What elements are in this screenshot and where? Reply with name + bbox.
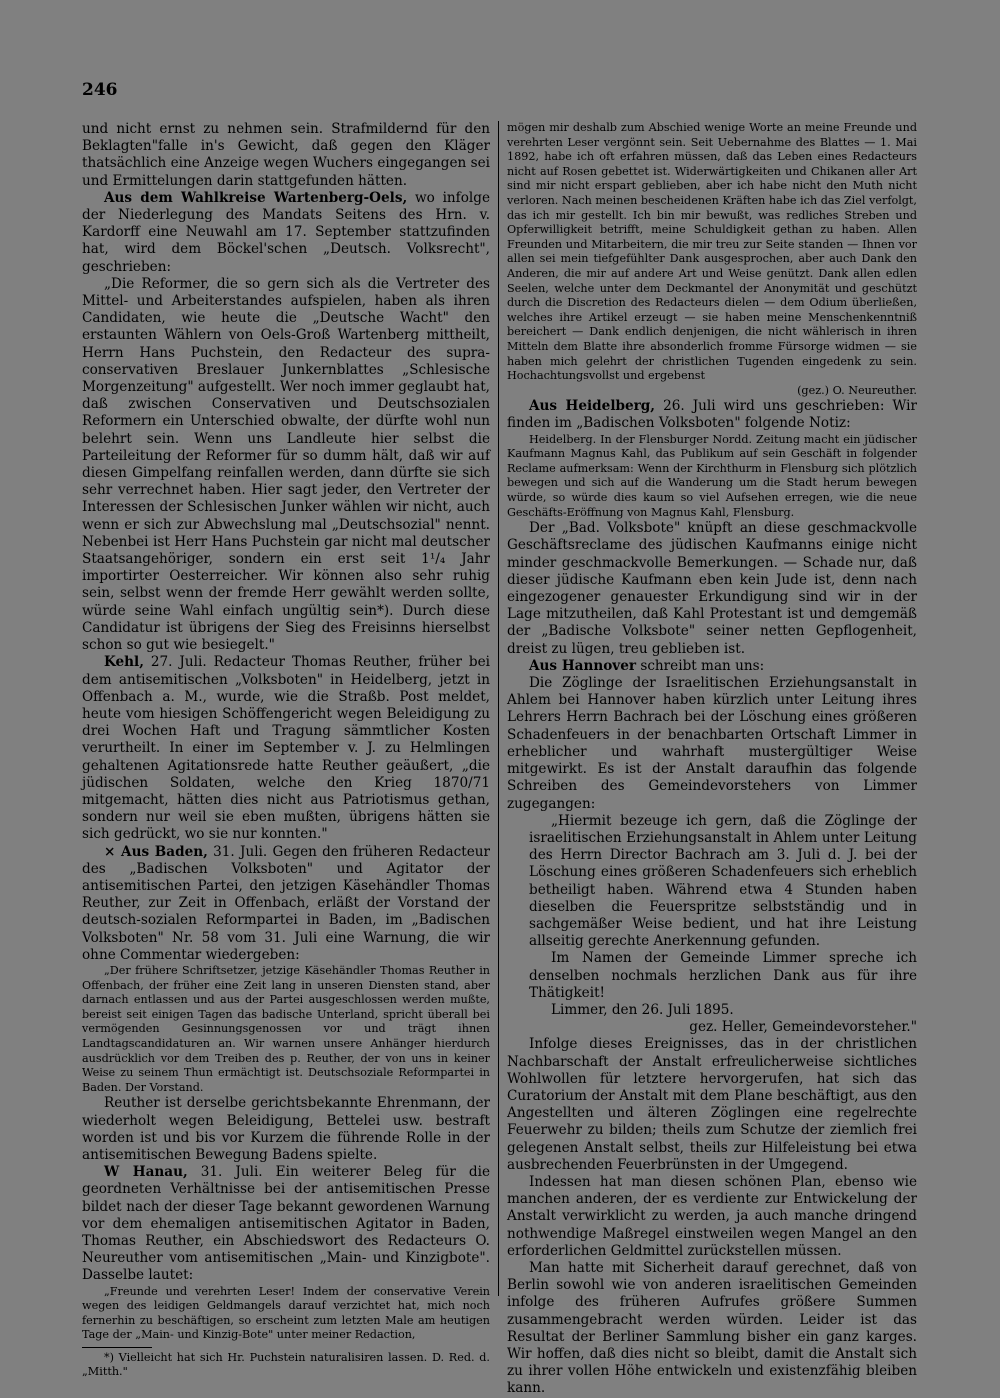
article-wartenberg	[82, 190, 490, 276]
quotation-small: „Der frühere Schriftsetzer, jetzige Käsehändler Thomas Reuther in Offenbach, der früher eine Zeit lang in unseren Diensten stand, aber darnach entlassen und aus der Partei ausgeschlossen werden mußte, bereist seit einigen Tagen das badische Unterland, spricht überall bei vermögenden Gesinnungsgenossen vor und trägt ihnen Landtagscandidaturen an. Wir warnen unsere Anhänger hierdurch ausdrücklich vor dem Treiben des p. Reuther, der von uns in keiner Weise zu seinem Thun ermächtigt ist. Deutschsoziale Reformpartei in Baden. Der Vorstand.	[82, 963, 490, 1094]
quotation: „Die Reformer, die so gern sich als die Vertreter des Mittel- und Arbeiterstandes aufspielen, haben als ihren Candidaten, wie heute die „Deutsche Wacht" den erstaunten Wählern von Oels-Groß Wartenberg mittheilt, Herrn Hans Puchstein, den Redacteur des supra-conservativen Breslauer Junkernblattes „Schlesische Morgenzeitung" aufgestellt. Wer noch immer geglaubt hat, daß zwischen Conservativen und Deutschsozialen Reformern ein Unterschied obwalte, der dürfte wohl nun belehrt sein. Wenn uns Landleute hier selbst die Parteileitung der Reformer für so dumm hält, daß wir auf diesen Gimpelfang reinfallen werden, dann dürfte sie sich sehr verrechnet haben. Hier sagt jeder, den Vertreter der Interessen der Schlesischen Junker wählen wir nicht, auch wenn er sich zur Abwechslung mal „Deutschsozial" nennt. Nebenbei ist Herr Hans Puchstein gar nicht mal deutscher Staatsangehöriger, sondern ein erst seit 1¹/₄ Jahr importirter Oesterreicher. Wir können also sehr ruhig sein, selbst wenn der fremde Herr gewählt werden sollte, würde seine Wahl einfach ungültig sein*). Durch diese Candidatur ist übrigens der Sieg des Freisinns hierselbst schon so gut wie besiegelt."	[82, 275, 490, 654]
article-heidelberg	[507, 398, 917, 432]
article-kehl	[82, 654, 490, 843]
paragraph: Man hatte mit Sicherheit darauf gerechnet, daß von Berlin sowohl wie von anderen israelitischen Gemeinden infolge des früheren Aufrufes größere Summen zusammengebracht werden würden. Leider ist das Resultat der Berliner Sammlung bisher ein ganz karges. Wir hoffen, daß dies nicht so bleibt, damit die Anstalt sich zu ihrer vollen Höhe entwickeln und existenzfähig bleiben kann.	[507, 1259, 917, 1397]
paragraph: Die Zöglinge der Israelitischen Erziehungsanstalt in Ahlem bei Hannover haben kürzlich unter Leitung ihres Lehrers Herrn Bachrach bei der Löschung eines größeren Schadenfeuers in der benachbarten Ortschaft Limmer in erheblicher und wahrhaft mustergültiger Weise mitgewirkt. Es ist der Anstalt daraufhin das folgende Schreiben des Gemeindevorstehers von Limmer zugegangen:	[507, 675, 917, 812]
paragraph: Der „Bad. Volksbote" knüpft an diese geschmackvolle Geschäftsreclame des jüdischen Kaufmanns einige nicht minder geschmackvolle Bemerkungen. — Schade nur, daß dieser jüdische Kaufmann eben kein Jude ist, denn nach eingezogener genauester Erkundigung sind wir in der Lage mitzutheilen, daß Kahl Protestant ist und demgemäß der „Badische Volksbote" seiner netten Gepflogenheit, dreist zu lügen, treu geblieben ist.	[507, 520, 917, 657]
article-text: 26. Juli wird uns geschrieben: Wir finden im „Badischen Volksboten" folgende Notiz:	[507, 398, 917, 432]
article-baden	[82, 844, 490, 964]
article-heading: Aus Heidelberg,	[529, 398, 656, 415]
article-text: 27. Juli. Redacteur Thomas Reuther, früher bei dem antisemitischen „Volksboten" in Heidelberg, jetzt in Offenbach a. M., wurde, wie die Straßb. Post meldet, heute vom hiesigen Schöffengericht wegen Beleidigung zu drei Wochen Haft und Tragung sämmtlicher Kosten verurtheilt. In einer im September v. J. zu Helmlingen gehaltenen Agitationsrede hatte Reuther geäußert, „die jüdischen Soldaten, welche den Krieg 1870/71 mitgemacht, hätten dies nicht aus Patriotismus gethan, sondern nur weil sie eben mußten, übrigens hätten sie sich gedrückt, wo sie nur konnten."	[82, 654, 490, 843]
article-hannover	[507, 658, 917, 675]
paragraph: Infolge dieses Ereignisses, das in der christlichen Nachbarschaft der Anstalt erfreulicherweise sichtliches Wohlwollen für letztere hervorgerufen, hat sich das Curatorium der Anstalt mit dem Plane beschäftigt, aus den Angestellten und älteren Zöglingen eine regelrechte Feuerwehr zu bilden; theils zum Schutze der ziemlich frei gelegenen Anstalt selbst, theils zur Hilfeleistung bei etwa ausbrechenden Feuerbrünsten in der Umgegend.	[507, 1036, 917, 1173]
quotation-small: mögen mir deshalb zum Abschied wenige Worte an meine Freunde und verehrten Leser vergönnt sein. Seit Uebernahme des Blattes — 1. Mai 1892, habe ich oft erfahren müssen, daß das Leben eines Redacteurs nicht auf Rosen gebettet ist. Widerwärtigkeiten und Chikanen aller Art sind mir nicht erspart geblieben, aber ich habe nicht den Muth nicht verloren. Nach meinen bescheidenen Kräften habe ich das Ziel verfolgt, das ich mir gestellt. Ich bin mir bewußt, was redliches Streben und Opferwilligkeit betrifft, meine Schuldigkeit gethan zu haben. Allen Freunden und Mitarbeitern, die mir treu zur Seite standen — Ihnen vor allen sei mein tiefgefühlter Dank ausgesprochen, aber auch Dank den Anderen, die mir auf andere Art und Weise genützt. Dank allen edlen Seelen, welche unter dem Deckmantel der Anonymität und geschützt durch die Discretion des Redacteurs dielen — dem Odium überließen, welches ihre Artikel erzeugt — sie haben meine Menschenkenntniß bereichert — Dank endlich denjenigen, die nicht wählerisch in ihren Mitteln dem Blatte ihre absonderlich fromme Fürsorge widmen — sie haben mich gelehrt der christlichen Tugenden eingedenk zu sein. Hochachtungsvollst und ergebenst	[507, 121, 917, 383]
article-heading: Kehl,	[104, 654, 144, 671]
left-column	[82, 121, 490, 1380]
signature: gez. Heller, Gemeindevorsteher."	[689, 1019, 917, 1036]
letter-date: Limmer, den 26. Juli 1895.	[551, 1001, 734, 1018]
article-heading: × Aus Baden,	[104, 843, 208, 860]
quotation-small: Heidelberg. In der Flensburger Nordd. Zeitung macht ein jüdischer Kaufmann Magnus Kahl, das Publikum auf sein Geschäft in folgender Reclame aufmerksam: Wenn der Kirchthurm in Flensburg sich plötzlich bewegen und sich auf die Wanderung um die Stadt herum bewegen würde, so würde dies kaum so viel Aufsehen erregen, wie die neue Geschäfts-Eröffnung von Magnus Kahl, Flensburg.	[507, 432, 917, 519]
footnote: *) Vielleicht hat sich Hr. Puchstein naturalisiren lassen. D. Red. d. „Mitth."	[82, 1350, 490, 1379]
article-text: 31. Juli. Gegen den früheren Redacteur des „Badischen Volksboten" und Agitator der antisemitischen Partei, den jetzigen Käsehändler Thomas Reuther, zur Zeit in Offenbach, erläßt der Vorstand der deutsch-sozialen Reformpartei in Baden, im „Badischen Volksboten" Nr. 58 vom 31. Juli eine Warnung, die wir ohne Commentar wiedergeben:	[82, 843, 490, 963]
signature: (gez.) O. Neureuther.	[797, 383, 917, 397]
article-heading: Aus Hannover	[529, 657, 637, 674]
quotation: Im Namen der Gemeinde Limmer spreche ich denselben nochmals herzlichen Dank aus für ihre Thätigkeit!	[529, 950, 917, 1001]
footnote-rule	[82, 1347, 152, 1348]
article-text: 31. Juli. Ein weiterer Beleg für die geordneten Verhältnisse bei der antisemitischen Presse bildet nach der dieser Tage bekannt gewordenen Warnung vor dem ehemaligen antisemitischen Agitator in Baden, Thomas Reuther, ein Abschiedswort des Redacteurs O. Neureuther vom antisemitischen „Main- und Kinzigbote". Dasselbe lautet:	[82, 1164, 490, 1284]
column-divider	[498, 121, 499, 1296]
page-number: 246	[82, 80, 118, 100]
paragraph: Reuther ist derselbe gerichtsbekannte Ehrenmann, der wiederholt wegen Beleidigung, Bettelei usw. bestraft worden ist und bis vor Kurzem die führende Rolle in der antisemitischen Bewegung Badens spielte.	[82, 1095, 490, 1163]
article-heading: Aus dem Wahlkreise Wartenberg-Oels,	[104, 189, 408, 206]
paragraph: Indessen hat man diesen schönen Plan, ebenso wie manchen anderen, der es verdiente zur Entwickelung der Anstalt verwirklicht zu werden, ja auch manche dringend nothwendige Maßregel einstweilen wegen Mangel an den erforderlichen Geldmittel zurückstellen müssen.	[507, 1173, 917, 1259]
quotation-small: „Freunde und verehrten Leser! Indem der conservative Verein wegen des leidigen Geldmangels darauf verzichtet hat, mich noch fernerhin zu beschäftigen, so erscheint zum letzten Male am heutigen Tage der „Main- und Kinzig-Bote" unter meiner Redaction,	[82, 1284, 490, 1342]
quotation: „Hiermit bezeuge ich gern, daß die Zöglinge der israelitischen Erziehungsanstalt in Ahlem unter Leitung des Herrn Director Bachrach am 3. Juli d. J. bei der Löschung eines größeren Schadenfeuers sich erheblich betheiligt haben. Während etwa 4 Stunden haben dieselben die Feuerspritze selbstständig und in sachgemäßer Weise bedient, und hat ihre Leistung allseitig gerechte Anerkennung gefunden.	[529, 812, 917, 950]
right-column	[507, 121, 917, 1398]
paragraph: und nicht ernst zu nehmen sein. Strafmildernd für den Beklagten"falle in's Gewicht, daß gegen den Kläger thatsächlich eine Anzeige wegen Wuchers eingegangen sei und Ermittelungen darin stattgefunden hätten.	[82, 121, 490, 189]
article-text: schreibt man uns:	[636, 657, 765, 674]
article-text: wo infolge der Niederlegung des Mandats Seitens des Hrn. v. Kardorff eine Neuwahl am 17. September stattzufinden hat, wird dem Böckel'schen „Deutsch. Volksrecht", geschrieben:	[82, 189, 490, 275]
article-heading: W Hanau,	[104, 1164, 188, 1181]
article-hanau	[82, 1164, 490, 1284]
